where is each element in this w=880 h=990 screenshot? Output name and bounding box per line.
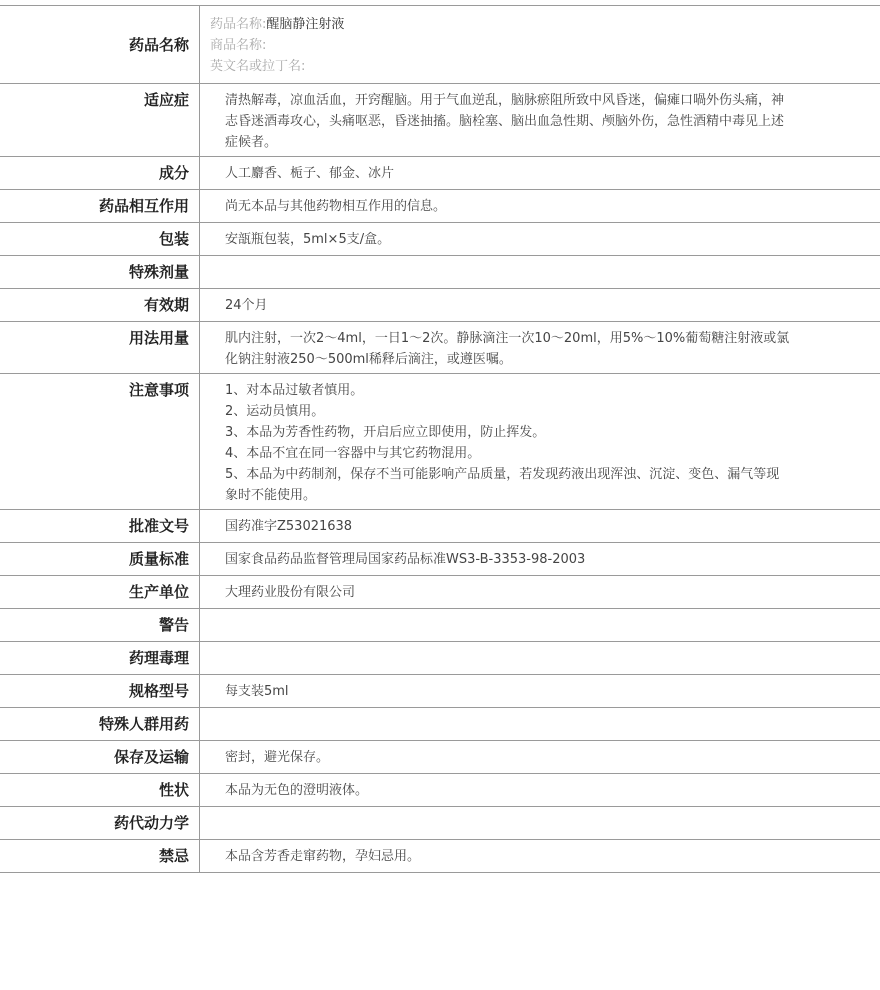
row-approval-number — [0, 510, 880, 543]
row-contraindications — [0, 840, 880, 873]
row-label: 包装 — [0, 223, 200, 255]
row-special-populations — [0, 708, 880, 741]
row-ingredients — [0, 157, 880, 190]
row-label: 药理毒理 — [0, 642, 200, 674]
trade-name-key: 商品名称: — [210, 38, 267, 53]
row-value: 国家食品药品监督管理局国家药品标准WS3-B-3353-98-2003 — [225, 552, 586, 567]
row-label: 质量标准 — [0, 543, 200, 575]
row-label: 注意事项 — [0, 374, 200, 509]
english-name-key: 英文名或拉丁名: — [210, 59, 306, 74]
row-manufacturer — [0, 576, 880, 609]
row-value — [200, 708, 880, 740]
row-pharmacology-toxicology — [0, 642, 880, 675]
row-value: 安瓿瓶包装，5ml×5支/盒。 — [225, 232, 391, 247]
row-label: 药代动力学 — [0, 807, 200, 839]
row-precautions — [0, 374, 880, 510]
precaution-item: 1、对本品过敏者慎用。 — [225, 383, 364, 398]
row-value — [200, 256, 880, 288]
precaution-item: 3、本品为芳香性药物，开启后应立即使用，防止挥发。 — [225, 425, 546, 440]
row-value: 本品含芳香走窜药物，孕妇忌用。 — [225, 849, 421, 864]
row-packaging — [0, 223, 880, 256]
row-label: 用法用量 — [0, 322, 200, 373]
row-dosage-administration — [0, 322, 880, 374]
row-label: 药品名称 — [0, 6, 200, 83]
row-value — [200, 642, 880, 674]
row-warning — [0, 609, 880, 642]
row-label: 规格型号 — [0, 675, 200, 707]
generic-name-line — [210, 14, 870, 35]
row-shelf-life — [0, 289, 880, 322]
row-value: 每支装5ml — [225, 684, 289, 699]
row-label: 生产单位 — [0, 576, 200, 608]
row-value: 本品为无色的澄明液体。 — [225, 783, 369, 798]
row-drug-name — [0, 6, 880, 84]
row-indications — [0, 84, 880, 157]
row-label: 成分 — [0, 157, 200, 189]
row-value: 肌内注射，一次2～4ml，一日1～2次。静脉滴注一次10～20ml，用5%～10%葡萄糖注射液或氯化钠注射液250～500ml稀释后滴注，或遵医嘱。 — [225, 331, 790, 367]
row-value: 密封，避光保存。 — [225, 750, 330, 765]
precaution-item: 4、本品不宜在同一容器中与其它药物混用。 — [225, 446, 481, 461]
row-label: 特殊人群用药 — [0, 708, 200, 740]
row-value — [200, 807, 880, 839]
generic-name-key: 药品名称: — [210, 17, 267, 32]
row-value: 人工麝香、栀子、郁金、冰片 — [225, 166, 395, 181]
drug-info-table — [0, 5, 880, 873]
row-value: 尚无本品与其他药物相互作用的信息。 — [225, 199, 447, 214]
row-value — [200, 6, 880, 83]
row-value: 大理药业股份有限公司 — [225, 585, 356, 600]
row-value — [200, 374, 880, 509]
row-label: 保存及运输 — [0, 741, 200, 773]
row-value: 国药准字Z53021638 — [225, 519, 353, 534]
row-label: 警告 — [0, 609, 200, 641]
precaution-item: 2、运动员慎用。 — [225, 404, 325, 419]
row-value: 清热解毒，凉血活血，开窍醒脑。用于气血逆乱，脑脉瘀阻所致中风昏迷，偏瘫口喎外伤头痛，神志昏迷酒毒攻心，头痛呕恶，昏迷抽搐。脑栓塞、脑出血急性期、颅脑外伤，急性酒精中毒见上述症候者。 — [225, 93, 785, 150]
row-label: 特殊剂量 — [0, 256, 200, 288]
row-label: 禁忌 — [0, 840, 200, 872]
row-label: 药品相互作用 — [0, 190, 200, 222]
row-value — [200, 609, 880, 641]
row-drug-interactions — [0, 190, 880, 223]
row-specification — [0, 675, 880, 708]
row-value: 24个月 — [225, 298, 268, 313]
row-description — [0, 774, 880, 807]
row-label: 批准文号 — [0, 510, 200, 542]
row-quality-standard — [0, 543, 880, 576]
row-label: 性状 — [0, 774, 200, 806]
generic-name-value: 醒脑静注射液 — [266, 17, 345, 32]
row-storage-transport — [0, 741, 880, 774]
row-special-dosage — [0, 256, 880, 289]
row-label: 适应症 — [0, 84, 200, 156]
row-label: 有效期 — [0, 289, 200, 321]
row-pharmacokinetics — [0, 807, 880, 840]
precaution-item: 5、本品为中药制剂，保存不当可能影响产品质量，若发现药液出现浑浊、沉淀、变色、漏气等现象时不能使用。 — [225, 467, 780, 503]
